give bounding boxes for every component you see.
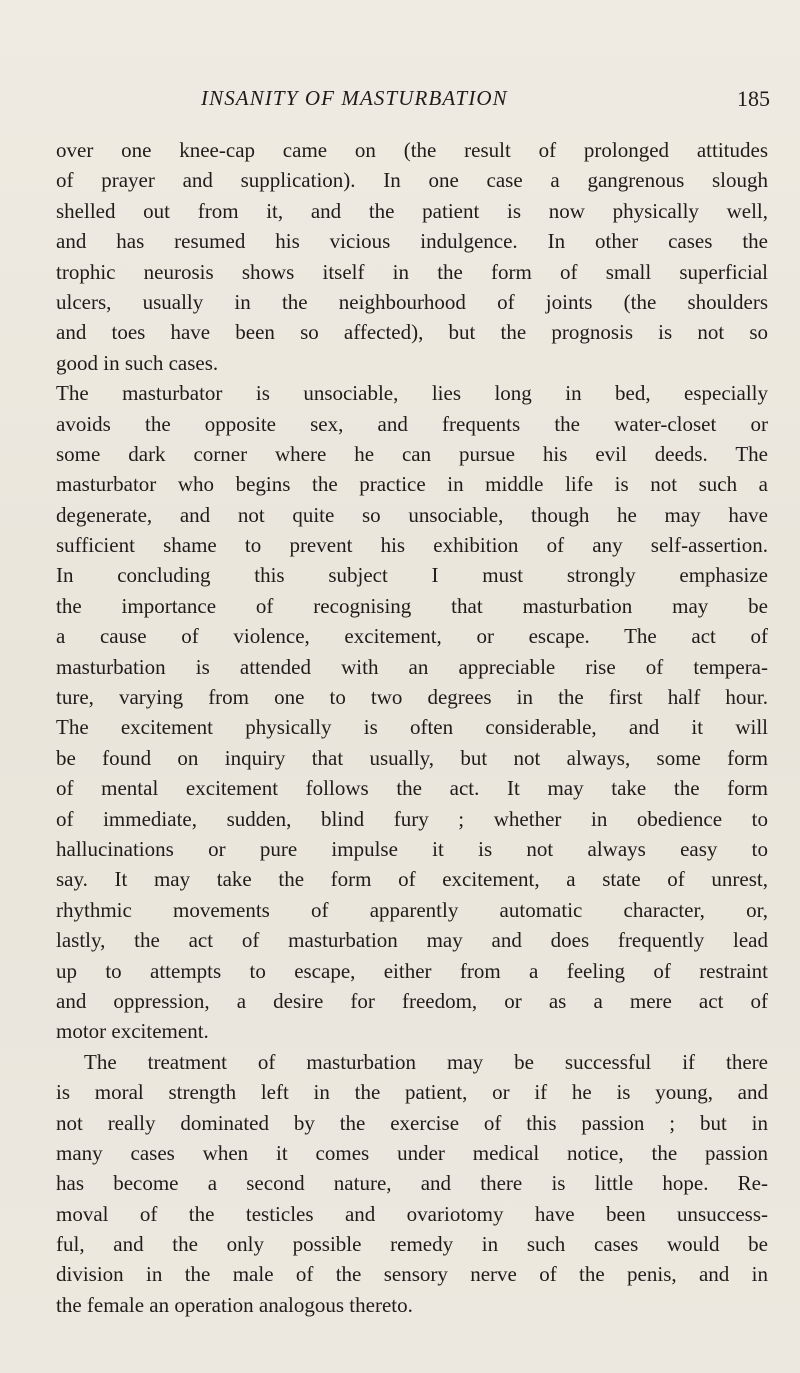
- paragraph-3: [56, 1047, 768, 1321]
- running-title: INSANITY OF MASTURBATION: [201, 86, 508, 110]
- text-line: In concluding this subject I must strongly emphasize: [56, 563, 768, 588]
- text-line: not really dominated by the exercise of this passion ; but in: [56, 1110, 768, 1135]
- text-line: and oppression, a desire for freedom, or as a mere act of: [56, 988, 768, 1013]
- text-line: motor excitement.: [56, 1019, 209, 1044]
- text-line: ulcers, usually in the neighbourhood of joints (the shoulders: [56, 289, 768, 314]
- text-line: of mental excitement follows the act. It may take the form: [56, 776, 768, 801]
- page-number: 185: [737, 86, 770, 111]
- text-line: rhythmic movements of apparently automatic character, or,: [56, 897, 768, 922]
- paragraph-1: [56, 135, 768, 378]
- text-line: moval of the testicles and ovariotomy have been unsuccess-: [56, 1201, 768, 1226]
- text-line: and has resumed his vicious indulgence. In other cases the: [56, 229, 768, 254]
- text-line: sufficient shame to prevent his exhibition of any self-assertion.: [56, 533, 768, 558]
- text-line: ture, varying from one to two degrees in the first half hour.: [56, 685, 768, 710]
- text-line: the female an operation analogous thereto.: [56, 1292, 413, 1317]
- text-line: lastly, the act of masturbation may and does frequently lead: [56, 928, 768, 953]
- text-line: The treatment of masturbation may be successful if there: [84, 1049, 768, 1074]
- text-line: of prayer and supplication). In one case a gangrenous slough: [56, 168, 768, 193]
- text-line: trophic neurosis shows itself in the form of small superficial: [56, 259, 768, 284]
- text-line: a cause of violence, excitement, or escape. The act of: [56, 624, 768, 649]
- text-line: good in such cases.: [56, 350, 219, 375]
- text-line: The excitement physically is often considerable, and it will: [56, 715, 768, 740]
- text-line: has become a second nature, and there is little hope. Re-: [56, 1171, 768, 1196]
- text-line: hallucinations or pure impulse it is not always easy to: [56, 836, 768, 861]
- text-line: some dark corner where he can pursue his evil deeds. The: [56, 441, 768, 466]
- body-text: [56, 135, 768, 1320]
- text-line: The masturbator is unsociable, lies long in bed, especially: [56, 381, 768, 406]
- text-line: ful, and the only possible remedy in such cases would be: [56, 1232, 768, 1257]
- text-line: division in the male of the sensory nerve of the penis, and in: [56, 1262, 768, 1287]
- text-line: masturbation is attended with an appreciable rise of tempera-: [56, 654, 768, 679]
- text-line: over one knee-cap came on (the result of prolonged attitudes: [56, 138, 768, 162]
- text-line: up to attempts to escape, either from a feeling of restraint: [56, 958, 768, 983]
- text-line: and toes have been so affected), but the prognosis is not so: [56, 320, 768, 345]
- text-line: many cases when it comes under medical notice, the passion: [56, 1140, 768, 1165]
- text-line: the importance of recognising that masturbation may be: [56, 593, 768, 618]
- running-head: [0, 86, 800, 116]
- text-line: is moral strength left in the patient, or if he is young, and: [56, 1080, 768, 1105]
- paragraph-2: [56, 378, 768, 1047]
- text-line: degenerate, and not quite so unsociable, though he may have: [56, 502, 768, 527]
- text-line: shelled out from it, and the patient is now physically well,: [56, 198, 768, 223]
- text-line: of immediate, sudden, blind fury ; whether in obedience to: [56, 806, 768, 831]
- text-line: say. It may take the form of excitement, a state of unrest,: [56, 867, 768, 892]
- text-line: be found on inquiry that usually, but not always, some form: [56, 745, 768, 770]
- text-line: avoids the opposite sex, and frequents the water-closet or: [56, 411, 768, 436]
- text-line: masturbator who begins the practice in middle life is not such a: [56, 472, 768, 497]
